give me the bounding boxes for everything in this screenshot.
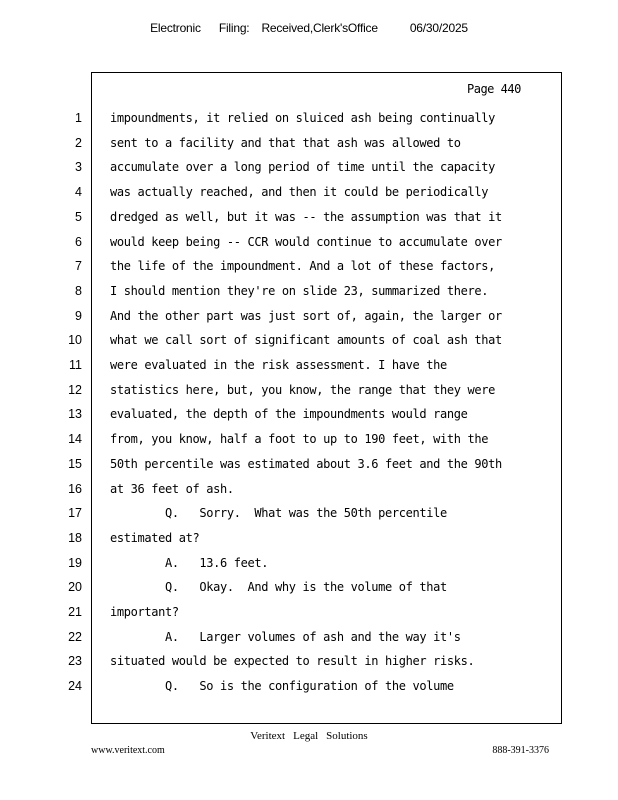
transcript-line-text: at 36 feet of ash. (110, 481, 234, 496)
footer-phone: 888-391-3376 (492, 745, 549, 756)
line-number: 14 (68, 432, 82, 447)
transcript-line-text: evaluated, the depth of the impoundments would range (110, 407, 468, 422)
transcript-line-text: A. Larger volumes of ash and the way it's (110, 629, 461, 644)
transcript-line-text: sent to a facility and that that ash was allowed to (110, 135, 461, 150)
transcript-line-text: were evaluated in the risk assessment. I have the (110, 358, 447, 372)
transcript-line-text: 50th percentile was estimated about 3.6 feet and the 90th (110, 456, 502, 471)
filing-stamp-header (0, 21, 618, 35)
line-number: 17 (68, 506, 82, 521)
filing-label: Filing: (218, 21, 250, 35)
transcript-line-text: Q. So is the configuration of the volume (110, 679, 454, 694)
transcript-line-text: And the other part was just sort of, again, the larger or (110, 308, 502, 323)
line-number: 13 (68, 407, 82, 422)
line-number: 15 (68, 456, 82, 471)
line-number: 24 (68, 679, 82, 694)
transcript-line-text: Q. Okay. And why is the volume of that (110, 580, 447, 595)
transcript-line-text: situated would be expected to result in higher risks. (110, 654, 475, 669)
line-number: 1 (75, 111, 82, 125)
transcript-line-text: A. 13.6 feet. (110, 555, 269, 570)
line-number: 10 (68, 333, 82, 348)
line-number: 20 (68, 580, 82, 595)
transcript-line-text: what we call sort of significant amounts of coal ash that (110, 333, 502, 348)
footer-brand (0, 730, 618, 742)
transcript-line-text: estimated at? (110, 530, 200, 545)
line-number: 21 (68, 605, 82, 619)
transcript-line-text: statistics here, but, you know, the range that they were (110, 382, 495, 397)
transcript-line-text: would keep being -- CCR would continue to accumulate over (110, 234, 502, 249)
transcript-line-text: impoundments, it relied on sluiced ash being continually (110, 111, 495, 125)
filing-received-label: Received,Clerk'sOffice (261, 21, 378, 35)
transcript-line-text: Q. Sorry. What was the 50th percentile (110, 506, 447, 521)
line-number: 22 (68, 629, 82, 644)
filing-electronic-label: Electronic (150, 21, 201, 35)
line-number: 11 (69, 358, 82, 372)
line-number: 2 (75, 135, 82, 150)
line-number: 4 (75, 185, 82, 200)
footer-brand-word-2: Legal (293, 730, 319, 742)
line-number: 12 (68, 382, 82, 397)
line-number: 7 (75, 259, 82, 274)
transcript-line-text: from, you know, half a foot to up to 190 feet, with the (110, 432, 489, 447)
transcript-page-number: Page 440 (467, 82, 521, 96)
filing-date: 06/30/2025 (409, 21, 468, 35)
line-number: 6 (75, 234, 82, 249)
footer-brand-word-1: Veritext (250, 730, 286, 742)
transcript-line-text: accumulate over a long period of time until the capacity (110, 160, 495, 175)
line-number: 9 (75, 308, 82, 323)
footer-brand-word-3: Solutions (326, 730, 368, 742)
line-number: 5 (75, 209, 82, 224)
transcript-line-text: was actually reached, and then it could be periodically (110, 185, 489, 200)
line-number: 3 (75, 160, 82, 175)
line-number: 19 (68, 555, 82, 570)
transcript-line-text: dredged as well, but it was -- the assumption was that it (110, 209, 502, 224)
line-number: 16 (68, 481, 82, 496)
transcript-line-text: I should mention they're on slide 23, summarized there. (110, 283, 489, 298)
transcript-line-text: important? (110, 605, 179, 619)
footer-website: www.veritext.com (91, 745, 165, 756)
line-number: 18 (68, 530, 82, 545)
line-number: 8 (75, 283, 82, 298)
line-number: 23 (68, 654, 82, 669)
transcript-line-text: the life of the impoundment. And a lot of these factors, (110, 259, 495, 274)
